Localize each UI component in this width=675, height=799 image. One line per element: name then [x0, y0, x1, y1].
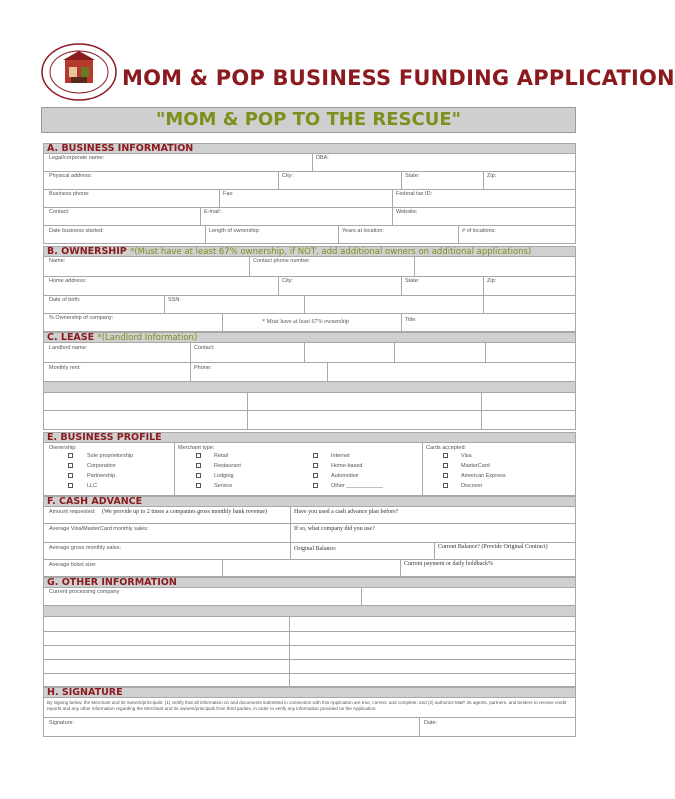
dob-field[interactable]: Date of birth: — [49, 297, 81, 303]
owner-phone-field[interactable]: Contact phone number: — [253, 258, 311, 264]
section-business-information — [43, 143, 576, 154]
landlord-contact-field[interactable]: Contact: — [194, 345, 215, 351]
owner-name-field[interactable]: Name: — [49, 258, 66, 264]
row-visa-sales — [43, 524, 576, 543]
processing-company-field[interactable]: Current processing company: — [49, 589, 121, 595]
zip-field[interactable]: Zip: — [487, 173, 497, 179]
row-owner-name — [43, 257, 576, 277]
checkbox-service[interactable] — [196, 483, 201, 488]
holdback-field[interactable]: Current payment or daily holdback% — [404, 561, 493, 567]
row-signature — [43, 718, 576, 737]
checkbox-american-express[interactable] — [443, 473, 448, 478]
section-title: E. BUSINESS PROFILE — [47, 432, 162, 443]
owner-state-field[interactable]: State: — [405, 278, 420, 284]
checkbox-internet[interactable] — [313, 453, 318, 458]
lease-note: *(Landlord Information) — [97, 333, 198, 343]
state-field[interactable]: State: — [405, 173, 420, 179]
fax-field[interactable]: Fax: — [223, 191, 234, 197]
checkbox-sole-proprietorship[interactable] — [68, 453, 73, 458]
landlord-phone-field[interactable]: Phone: — [194, 365, 212, 371]
checkbox-mastercard[interactable] — [443, 463, 448, 468]
row-contact — [43, 208, 576, 226]
option-label: Other ____________ — [331, 483, 383, 489]
cards-accepted-label: Cards accepted: — [426, 445, 467, 451]
section-lease — [43, 332, 576, 343]
section-ownership — [43, 246, 576, 257]
row-business-phone — [43, 190, 576, 208]
form-title: MOM & POP BUSINESS FUNDING APPLICATION — [122, 66, 675, 90]
checkbox-automotive[interactable] — [313, 473, 318, 478]
row-legal-name — [43, 154, 576, 172]
current-balance-field[interactable]: Current Balance? (Provide Original Contract) — [438, 544, 548, 550]
tax-id-field[interactable]: Federal tax ID: — [396, 191, 433, 197]
date-started-field[interactable]: Date business started: — [49, 228, 104, 234]
option-label: MasterCard — [461, 463, 490, 469]
checkbox-llc[interactable] — [68, 483, 73, 488]
row-gross-sales — [43, 543, 576, 560]
years-location-field[interactable]: Years at location: — [342, 228, 384, 234]
contact-field[interactable]: Contact: — [49, 209, 70, 215]
checkbox-lodging[interactable] — [196, 473, 201, 478]
monthly-rent-field[interactable]: Monthly rent: — [49, 365, 81, 371]
slogan-banner: "MOM & POP TO THE RESCUE" — [41, 107, 576, 133]
email-field[interactable]: E-mail: — [204, 209, 222, 215]
landlord-name-field[interactable]: Landlord name: — [49, 345, 88, 351]
ownership-type-label: Ownership: — [49, 445, 77, 451]
home-address-field[interactable]: Home address: — [49, 278, 87, 284]
option-label: LLC — [87, 483, 98, 489]
section-title: H. SIGNATURE — [47, 687, 123, 698]
option-label: Home-based — [331, 463, 363, 469]
used-before-field[interactable]: Have you used a cash advance plan before? — [294, 509, 399, 515]
row-dob — [43, 296, 576, 314]
row-ticket-size — [43, 560, 576, 577]
signature-disclaimer: By signing below, the Merchant and its owners/principals: (1) certify that all information on and documents submitted in connection with this Application are true, correct, and complete; and (2) authorize M&P, its agents, partners, and lenders to receive credit reports and any other information regarding the Merchant and its owners/principals from third parties, in order to verify any information provided on the Application. — [47, 700, 567, 711]
option-label: Corporation — [87, 463, 116, 469]
checkbox-other[interactable] — [313, 483, 318, 488]
section-other-information — [43, 577, 576, 588]
option-label: Automotive — [331, 473, 359, 479]
visa-sales-field[interactable]: Average Visa/MasterCard monthly sales: — [49, 526, 149, 532]
checkbox-visa[interactable] — [443, 453, 448, 458]
row-physical-address — [43, 172, 576, 190]
ticket-size-field[interactable]: Average ticket size: — [49, 562, 97, 568]
owner-city-field[interactable]: City: — [282, 278, 293, 284]
ownership-percent-note: * Must have at least 67% ownership — [262, 319, 349, 325]
checkbox-retail[interactable] — [196, 453, 201, 458]
checkbox-home-based[interactable] — [313, 463, 318, 468]
row-blank-2 — [43, 411, 576, 430]
row-gray-band — [43, 382, 576, 393]
length-ownership-field[interactable]: Length of ownership: — [209, 228, 261, 234]
option-label: Restaurant — [214, 463, 241, 469]
option-label: Service — [214, 483, 233, 489]
amount-requested-field[interactable]: Amount requested: — [49, 509, 96, 515]
section-title: F. CASH ADVANCE — [47, 496, 143, 507]
row-home-address — [43, 277, 576, 296]
signature-field[interactable]: Signature: — [49, 720, 75, 726]
company-seal-logo — [41, 43, 117, 101]
option-label: Retail — [214, 453, 229, 459]
owner-zip-field[interactable]: Zip: — [487, 278, 497, 284]
checkbox-partnership[interactable] — [68, 473, 73, 478]
other-info-grid — [43, 617, 576, 687]
dba-field[interactable]: DBA: — [316, 155, 329, 161]
merchant-type-label: Merchant type: — [178, 445, 215, 451]
section-cash-advance — [43, 496, 576, 507]
ownership-note: *(Must have at least 67% ownership, if NOT, add additional owners on additional applications) — [130, 247, 532, 257]
business-phone-field[interactable]: Business phone: — [49, 191, 90, 197]
amount-note: (We provide up to 2 times a companies gross monthly bank revenue) — [102, 509, 267, 515]
option-label: American Express — [461, 473, 506, 479]
city-field[interactable]: City: — [282, 173, 293, 179]
row-blank-1 — [43, 393, 576, 411]
website-field[interactable]: Website: — [396, 209, 418, 215]
option-label: Visa — [461, 453, 472, 459]
owner-title-field[interactable]: Title: — [405, 317, 417, 323]
date-field[interactable]: Date: — [424, 720, 438, 726]
row-gray-band-2 — [43, 606, 576, 617]
legal-name-field[interactable]: Legal/corporate name: — [49, 155, 105, 161]
checkbox-corporation[interactable] — [68, 463, 73, 468]
row-monthly-rent — [43, 363, 576, 382]
option-label: Partnership — [87, 473, 116, 479]
row-amount-requested — [43, 507, 576, 524]
row-landlord — [43, 343, 576, 363]
row-processing-company — [43, 588, 576, 606]
option-label: Discover — [461, 483, 483, 489]
section-signature — [43, 687, 576, 698]
ownership-percent-field[interactable]: % Ownership of company: — [49, 315, 114, 321]
row-signature-disclaimer — [43, 698, 576, 718]
option-label: Internet — [331, 453, 350, 459]
num-locations-field[interactable]: # of locations: — [462, 228, 496, 234]
row-date-started — [43, 226, 576, 244]
gross-sales-field[interactable]: Average gross monthly sales: — [49, 545, 122, 551]
option-label: Sole proprietorship — [87, 453, 134, 459]
ssn-field[interactable]: SSN: — [168, 297, 181, 303]
section-title: C. LEASE — [47, 332, 95, 343]
section-title: B. OWNERSHIP — [47, 246, 127, 257]
business-profile-block — [43, 443, 576, 496]
section-title: A. BUSINESS INFORMATION — [47, 143, 194, 154]
original-balance-field[interactable]: Original Balance: — [294, 546, 337, 552]
option-label: Lodging — [214, 473, 234, 479]
row-ownership-percent — [43, 314, 576, 332]
which-company-field[interactable]: If so, what company did you use? — [294, 526, 375, 532]
checkbox-discover[interactable] — [443, 483, 448, 488]
physical-address-field[interactable]: Physical address: — [49, 173, 93, 179]
section-title: G. OTHER INFORMATION — [47, 577, 177, 588]
checkbox-restaurant[interactable] — [196, 463, 201, 468]
section-business-profile — [43, 432, 576, 443]
